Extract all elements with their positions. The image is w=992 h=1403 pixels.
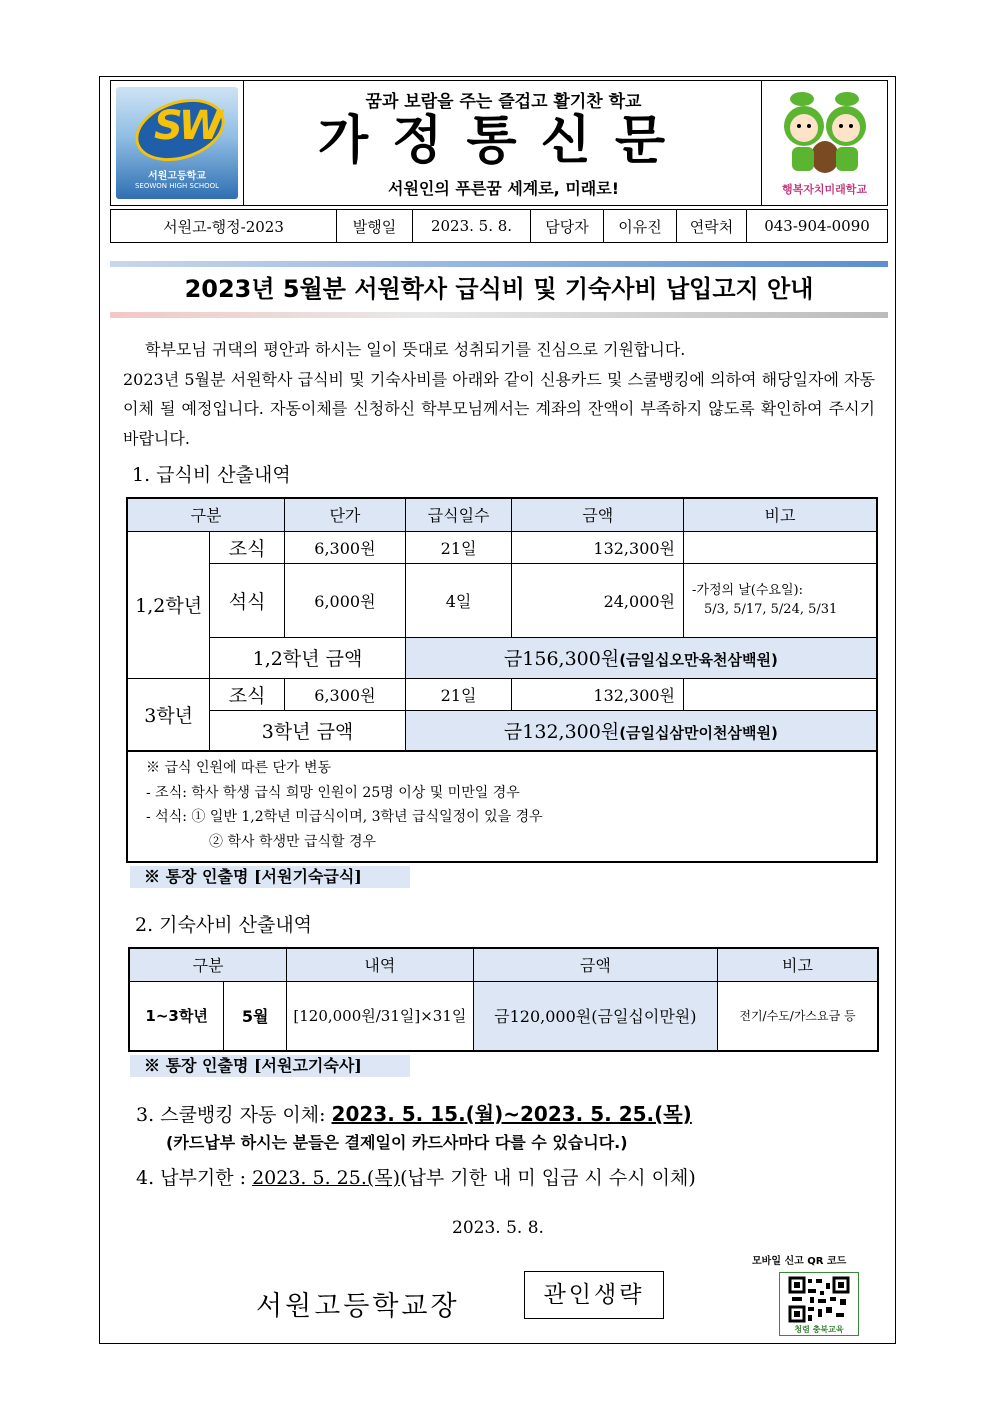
card-payment-note: (카드납부 하시는 분들은 결제일이 카드사마다 다를 수 있습니다.)	[166, 1133, 628, 1152]
contact-number: 043-904-0090	[764, 217, 870, 235]
payment-deadline: 2023. 5. 25.(목)	[252, 1167, 401, 1189]
grade12-total-cell	[405, 637, 877, 678]
qr-caption: 청렴 충북교육	[794, 1325, 844, 1334]
manager-label: 담당자	[531, 210, 604, 242]
grade12-dinner-amount: 24,000원	[512, 563, 684, 637]
grade12-total-words: (금일십오만육천삼백원)	[619, 651, 778, 669]
mascot-icon	[762, 81, 887, 181]
logo-school-name: 서원고등학교	[148, 171, 206, 182]
section4-line	[136, 1163, 696, 1190]
grade3-label: 3학년	[127, 678, 210, 751]
grade12-breakfast-price: 6,300원	[285, 531, 406, 563]
grade3-breakfast-price: 6,300원	[285, 678, 406, 710]
section3-line	[136, 1098, 692, 1127]
grade3-total-words: (금일십삼만이천삼백원)	[619, 723, 778, 742]
title-bar-bottom	[110, 312, 888, 318]
dorm-header-amount: 금액	[473, 948, 717, 981]
intro-line-1: 학부모님 귀댁의 평안과 하시는 일이 뜻대로 성취되기를 진심으로 기원합니다.	[145, 340, 686, 359]
grade12-dinner-price: 6,000원	[285, 563, 406, 637]
section4-suffix: (납부 기한 내 미 입금 시 수시 이체)	[400, 1167, 696, 1189]
newsletter-header	[110, 80, 888, 206]
mascot-label: 행복자치미래학교	[781, 183, 867, 196]
family-day-dates: 5/3, 5/17, 5/24, 5/31	[704, 602, 838, 617]
grade3-total-label: 3학년 금액	[210, 710, 405, 751]
issue-date: 2023. 5. 8.	[413, 210, 531, 242]
document-number: 서원고-행정-2023	[111, 210, 337, 242]
logo-school-name-en: SEOWON HIGH SCHOOL	[134, 182, 220, 190]
section3-prefix: 3. 스쿨뱅킹 자동 이체:	[136, 1104, 332, 1126]
dorm-bank-name: ※ 통장 인출명 [서원고기숙사]	[130, 1055, 410, 1077]
grade12-breakfast-meal: 조식	[210, 531, 285, 563]
grade12-total-label: 1,2학년 금액	[210, 637, 405, 678]
footer-date: 2023. 5. 8.	[452, 1218, 544, 1238]
grade3-total-cell	[405, 710, 877, 751]
header-unit-price: 단가	[285, 498, 406, 531]
grade12-total-amount: 금156,300원	[503, 648, 620, 670]
principal-name: 서원고등학교장	[256, 1291, 460, 1322]
grade3-breakfast-amount: 132,300원	[512, 678, 684, 710]
remark-line: - 석식: ① 일반 1,2학년 미급식이며, 3학년 급식일정이 있을 경우	[146, 809, 543, 825]
grade3-breakfast-note	[684, 678, 877, 710]
dorm-month: 5월	[224, 981, 287, 1051]
intro-paragraph	[123, 335, 875, 453]
grade12-dinner-meal: 석식	[210, 563, 285, 637]
dorm-cost-table	[128, 947, 879, 1052]
remark-line: - 조식: 학사 학생 급식 희망 인원이 25명 이상 및 미만일 경우	[146, 784, 520, 801]
dorm-amount: 금120,000원(금일십이만원)	[473, 981, 717, 1051]
dorm-note: 전기/수도/가스요금 등	[718, 981, 879, 1051]
header-amount: 금액	[512, 498, 684, 531]
intro-line-2: 2023년 5월분 서원학사 급식비 및 기숙사비를 아래와 같이 신용카드 및 스쿨뱅킹에 의하여 해당일자에 자동이체 될 예정입니다. 자동이체를 신청하신 학부모님께서는 계좌의 잔액이 부족하지 않도록 확인하여 주시기 바랍니다.	[123, 369, 875, 448]
grade3-total-amount: 금132,300원	[503, 720, 620, 743]
grade3-breakfast-days: 21일	[405, 678, 512, 710]
section2-heading: 2. 기숙사비 산출내역	[135, 914, 313, 936]
page-title: 가정통신문	[317, 111, 690, 171]
header-meal-days: 급식일수	[405, 498, 512, 531]
dorm-header-category: 구분	[129, 948, 287, 981]
grade3-breakfast-meal: 조식	[210, 678, 285, 710]
dorm-header-note: 비고	[718, 948, 879, 981]
dorm-grade: 1~3학년	[129, 981, 224, 1051]
document-info-row	[110, 209, 888, 243]
header-note: 비고	[684, 498, 877, 531]
seal-omitted-box: 관인생략	[524, 1271, 664, 1319]
qr-label: 모바일 신고 QR 코드	[752, 1256, 847, 1267]
school-logo-cell	[111, 81, 244, 205]
grade12-dinner-note	[684, 563, 877, 637]
qr-code-icon	[780, 1273, 858, 1325]
school-slogan: 서원인의 푸른꿈 세계로, 미래로!	[387, 179, 619, 198]
dorm-header-detail: 내역	[287, 948, 474, 981]
grade12-breakfast-days: 21일	[405, 531, 512, 563]
meal-bank-name: ※ 통장 인출명 [서원기숙급식]	[130, 866, 410, 888]
issue-date-label: 발행일	[337, 210, 413, 242]
contact-label: 연락처	[677, 210, 747, 242]
meal-remarks	[126, 751, 878, 863]
qr-code-box[interactable]	[779, 1272, 859, 1336]
grade12-breakfast-amount: 132,300원	[512, 531, 684, 563]
section1-heading: 1. 급식비 산출내역	[132, 464, 291, 486]
notice-title: 2023년 5월분 서원학사 급식비 및 기숙사비 납입고지 안내	[184, 275, 814, 303]
dorm-detail: [120,000원/31일]×31일	[287, 981, 474, 1051]
remark-line: ※ 급식 인원에 따른 단가 변동	[146, 760, 332, 776]
grade12-breakfast-note	[684, 531, 877, 563]
manager-name: 이유진	[604, 210, 677, 242]
header-category: 구분	[127, 498, 285, 531]
school-motto: 꿈과 보람을 주는 즐겁고 활기찬 학교	[365, 92, 642, 112]
meal-cost-table	[126, 497, 878, 752]
remark-line: ② 학사 학생만 급식할 경우	[209, 833, 377, 850]
section4-prefix: 4. 납부기한 :	[136, 1167, 253, 1189]
school-banking-period: 2023. 5. 15.(월)~2023. 5. 25.(목)	[331, 1102, 692, 1126]
school-logo	[116, 87, 238, 199]
family-day-note: -가정의 날(수요일):	[692, 583, 803, 598]
mascot-cell	[761, 81, 887, 205]
grade12-dinner-days: 4일	[405, 563, 512, 637]
grade12-label: 1,2학년	[127, 531, 210, 678]
logo-sw-text: SW	[154, 103, 219, 149]
